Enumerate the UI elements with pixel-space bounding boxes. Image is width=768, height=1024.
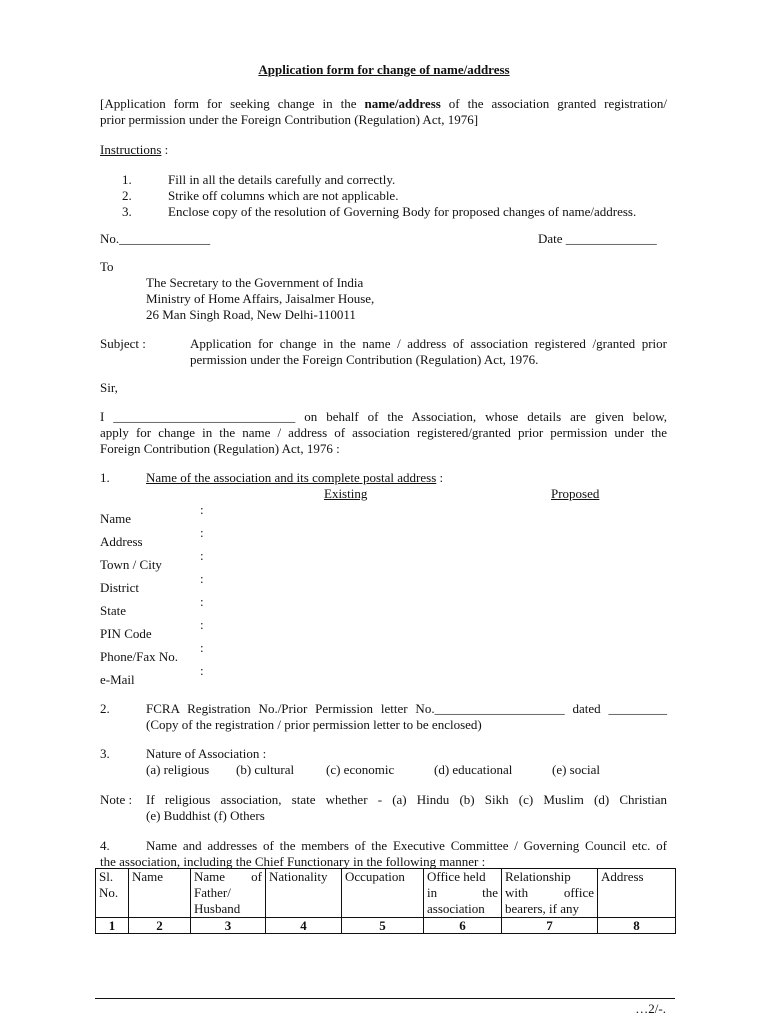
subject-label: Subject :	[100, 336, 146, 351]
header-text: Husband	[194, 901, 241, 916]
nature-option-economic: (c) economic	[326, 762, 395, 777]
instructions-colon: :	[161, 142, 169, 157]
no-field: No.______________	[100, 231, 211, 246]
proposed-column-label: Proposed	[551, 486, 600, 501]
header-text: Address	[601, 869, 644, 884]
column-number: 5	[342, 918, 424, 934]
header-name	[129, 869, 191, 918]
field-colon: :	[200, 594, 204, 609]
instruction-num: 2.	[122, 188, 132, 203]
header-text: Name	[132, 869, 164, 884]
field-label-district: District	[100, 580, 139, 595]
field-colon: :	[200, 571, 204, 586]
field-colon: :	[200, 663, 204, 678]
field-colon: :	[200, 502, 204, 517]
header-office-held	[424, 869, 502, 918]
header-father-husband	[191, 869, 266, 918]
note-label: Note :	[100, 792, 133, 807]
header-text: in the	[427, 885, 498, 900]
header-text: association	[427, 901, 485, 916]
field-colon: :	[200, 617, 204, 632]
header-sl-no	[96, 869, 129, 918]
section-1-heading-text: Name of the association and its complete postal address	[146, 470, 437, 485]
section-1-heading	[146, 470, 443, 486]
header-text: Sl.	[99, 869, 114, 884]
addressee-line: Ministry of Home Affairs, Jaisalmer House,	[146, 291, 375, 306]
column-number: 2	[129, 918, 191, 934]
header-relationship	[502, 869, 598, 918]
section-2-line-2: (Copy of the registration / prior permission letter to be enclosed)	[146, 717, 482, 732]
field-label-email: e-Mail	[100, 672, 135, 687]
members-table	[95, 868, 676, 934]
intro-text-cont: of the association granted registration/	[440, 96, 667, 111]
nature-option-social: (e) social	[552, 762, 601, 777]
header-text: with office	[505, 885, 594, 900]
field-label-town: Town / City	[100, 557, 162, 572]
instruction-text: Fill in all the details carefully and correctly.	[168, 172, 396, 187]
header-text: Nationality	[269, 869, 328, 884]
header-occupation	[342, 869, 424, 918]
instructions-heading	[100, 142, 168, 158]
field-colon: :	[200, 548, 204, 563]
section-2-num: 2.	[100, 701, 110, 716]
addressee-line: The Secretary to the Government of India	[146, 275, 364, 290]
table-number-row	[96, 918, 676, 934]
subject-line-2: permission under the Foreign Contribution (Regulation) Act, 1976.	[190, 352, 539, 367]
header-text: Occupation	[345, 869, 405, 884]
footer-divider	[95, 998, 675, 999]
column-number: 3	[191, 918, 266, 934]
subject-line-1: Application for change in the name / address of association registered /granted prior	[190, 336, 667, 351]
intro-text: [Application form for seeking change in the	[100, 96, 365, 111]
field-label-address: Address	[100, 534, 143, 549]
instruction-text: Enclose copy of the resolution of Governing Body for proposed changes of name/address.	[168, 204, 637, 219]
existing-column-label: Existing	[324, 486, 368, 501]
header-text: Office held	[427, 869, 486, 884]
column-number: 1	[96, 918, 129, 934]
section-4-num: 4.	[100, 838, 110, 853]
section-3-heading: Nature of Association :	[146, 746, 267, 761]
field-label-state: State	[100, 603, 126, 618]
intro-line-2: prior permission under the Foreign Contribution (Regulation) Act, 1976]	[100, 112, 479, 127]
header-text: Name of	[194, 869, 262, 884]
body-line-3: Foreign Contribution (Regulation) Act, 1976 :	[100, 441, 340, 456]
body-line-2: apply for change in the name / address of association registered/granted prior permission under the	[100, 425, 667, 440]
nature-option-religious: (a) religious	[146, 762, 210, 777]
section-1-colon: :	[436, 470, 444, 485]
section-4-line-2: the association, including the Chief Functionary in the following manner :	[100, 854, 486, 869]
nature-option-educational: (d) educational	[434, 762, 513, 777]
header-text: Relationship	[505, 869, 571, 884]
field-colon: :	[200, 640, 204, 655]
page-continuation: …2/-.	[635, 1001, 666, 1016]
note-line-1: If religious association, state whether - (a) Hindu (b) Sikh (c) Muslim (d) Christian	[146, 792, 667, 807]
column-number: 6	[424, 918, 502, 934]
field-label-pin: PIN Code	[100, 626, 152, 641]
instruction-num: 3.	[122, 204, 132, 219]
instruction-text: Strike off columns which are not applicable.	[168, 188, 399, 203]
section-2-line-1: FCRA Registration No./Prior Permission letter No.____________________ dated _________	[146, 701, 667, 716]
table-header-row	[96, 869, 676, 918]
instruction-num: 1.	[122, 172, 132, 187]
section-3-num: 3.	[100, 746, 110, 761]
body-line-1: I ____________________________ on behalf of the Association, whose details are given below,	[100, 409, 667, 424]
to-label: To	[100, 259, 114, 274]
page-title: Application form for change of name/address	[258, 62, 510, 77]
header-text: Father/	[194, 885, 231, 900]
column-number: 8	[598, 918, 676, 934]
field-label-phone: Phone/Fax No.	[100, 649, 178, 664]
column-number: 7	[502, 918, 598, 934]
header-text: No.	[99, 885, 119, 900]
field-colon: :	[200, 525, 204, 540]
section-4-line-1: Name and addresses of the members of the Executive Committee / Governing Council etc. of	[146, 838, 667, 853]
section-1-num: 1.	[100, 470, 110, 485]
header-text: bearers, if any	[505, 901, 579, 916]
intro-bold-text: name/address	[364, 96, 441, 111]
header-nationality	[266, 869, 342, 918]
header-address	[598, 869, 676, 918]
addressee-line: 26 Man Singh Road, New Delhi-110011	[146, 307, 356, 322]
column-number: 4	[266, 918, 342, 934]
field-label-name: Name	[100, 511, 132, 526]
nature-option-cultural: (b) cultural	[236, 762, 295, 777]
note-line-2: (e) Buddhist (f) Others	[146, 808, 265, 823]
date-field: Date ______________	[538, 231, 657, 246]
salutation: Sir,	[100, 380, 118, 395]
intro-paragraph	[100, 96, 667, 112]
instructions-label: Instructions	[100, 142, 162, 157]
